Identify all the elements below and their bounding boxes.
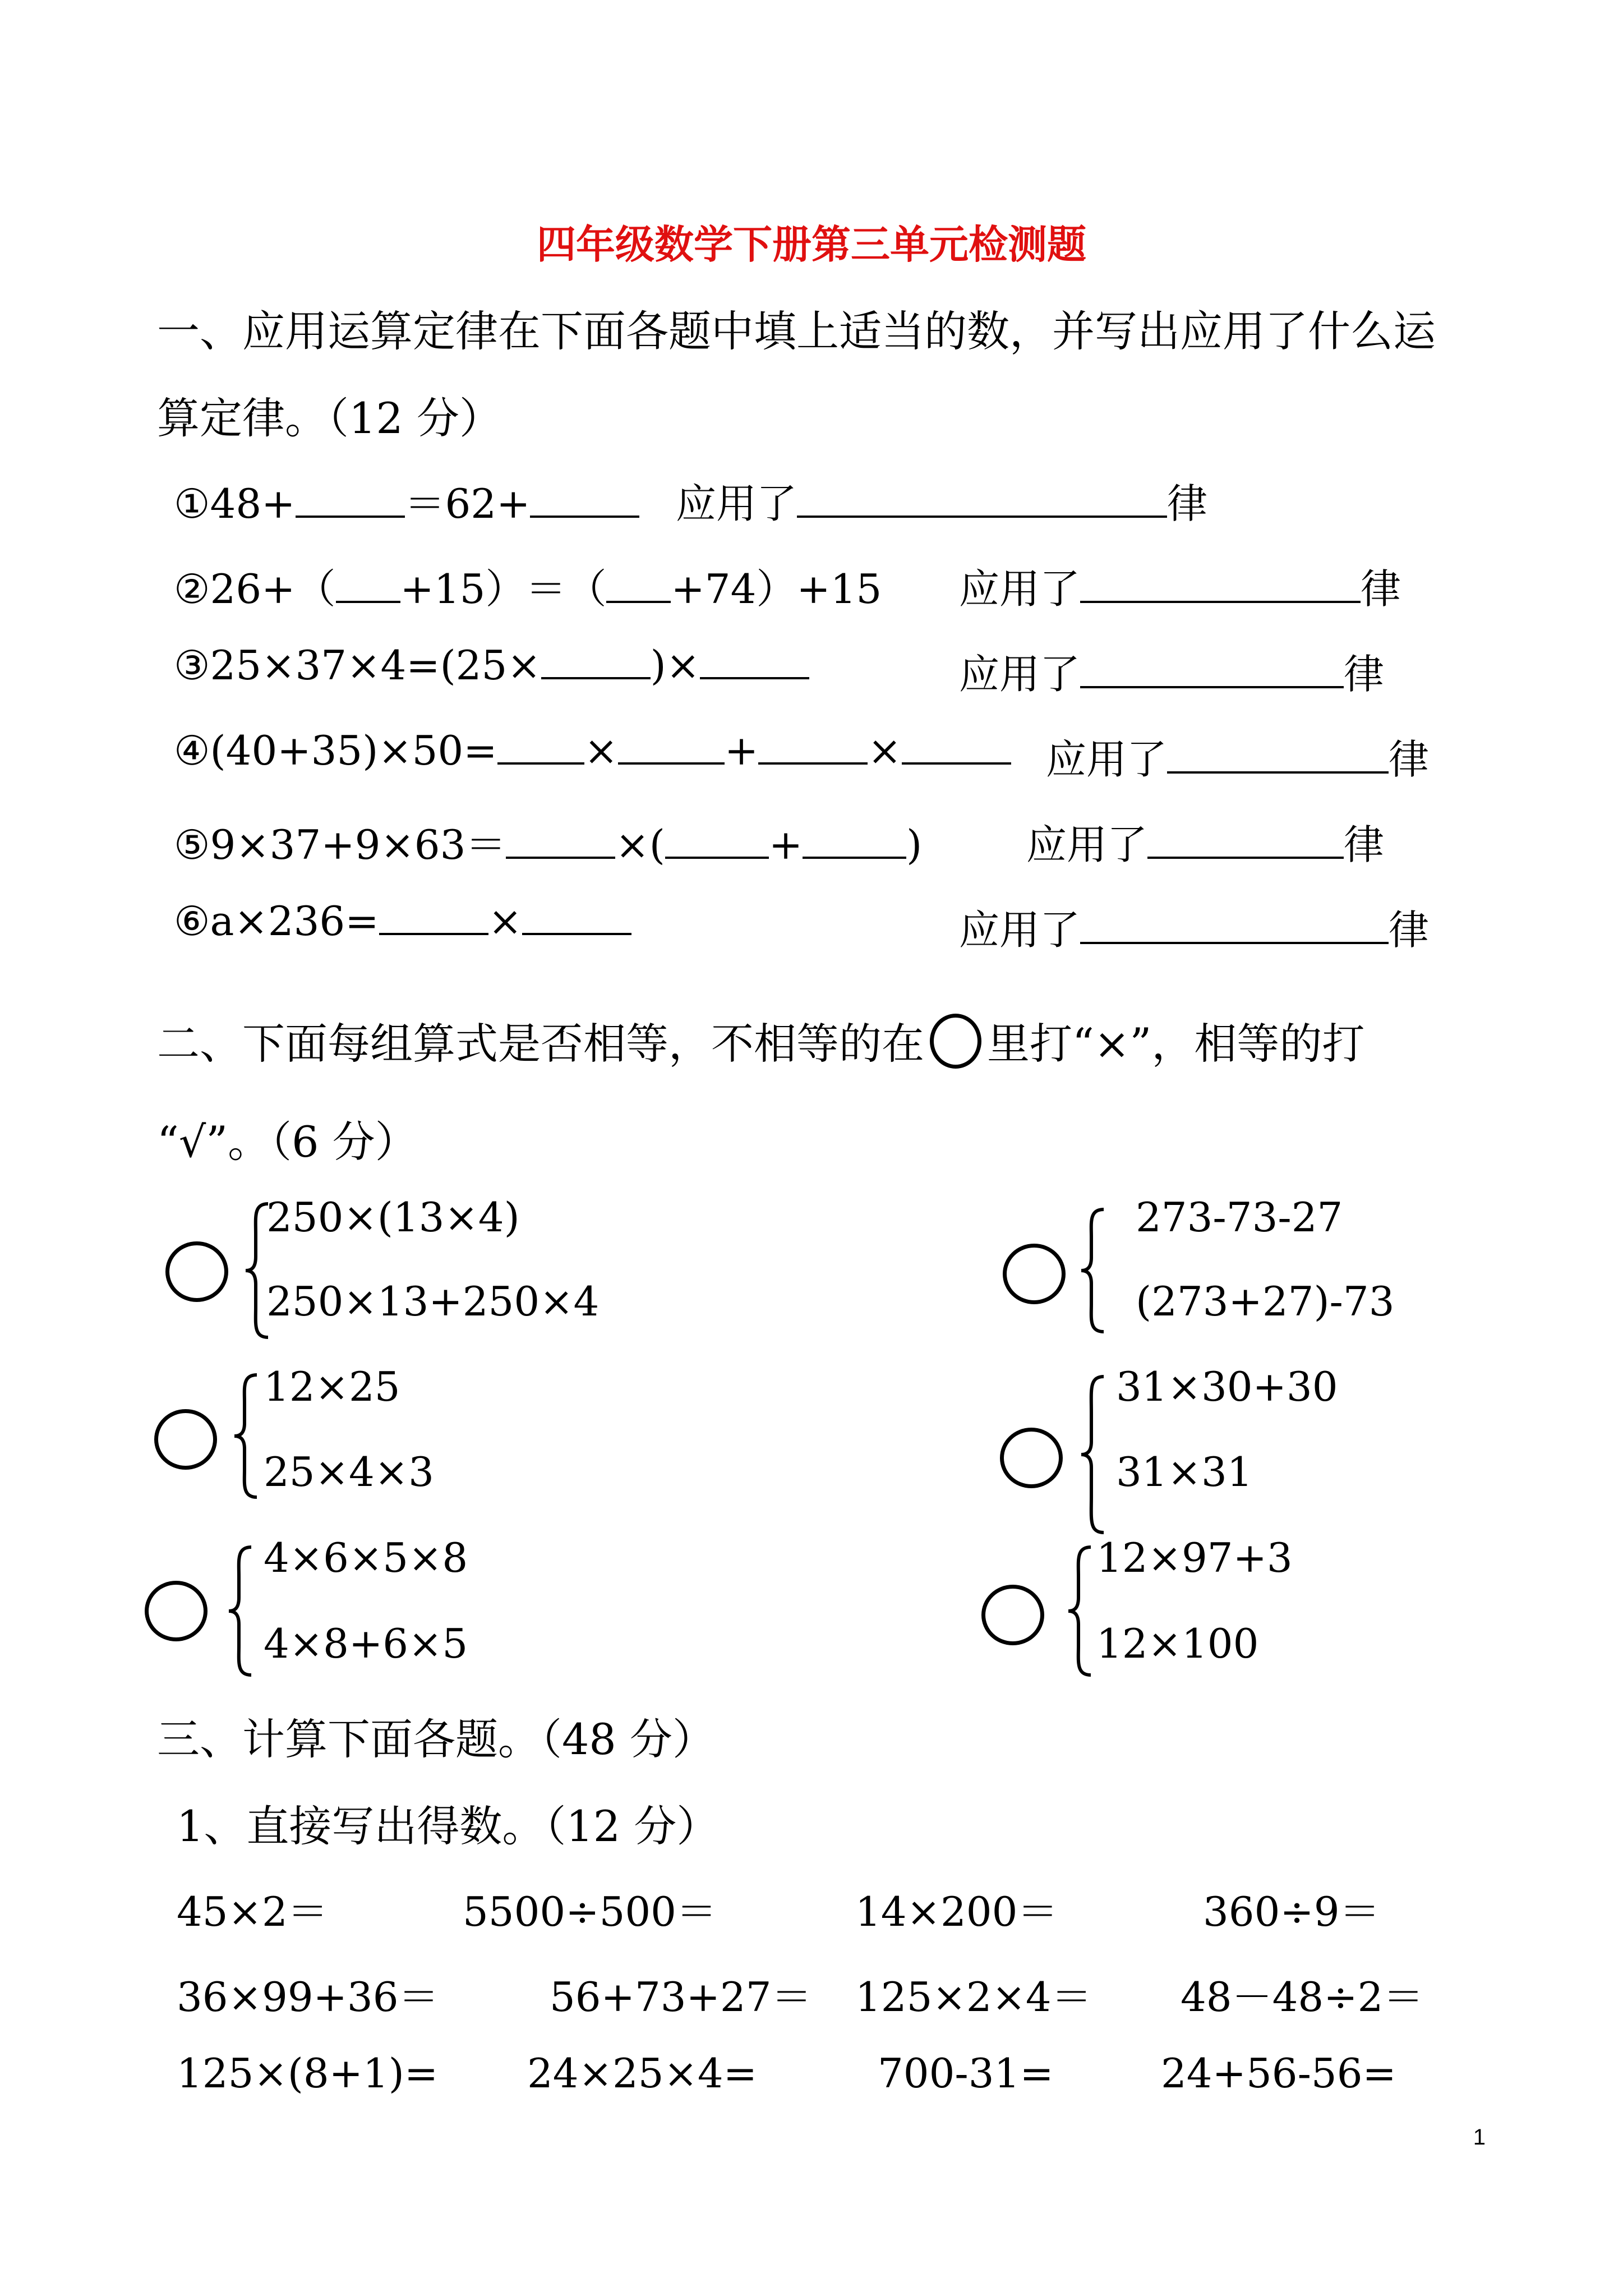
applied-label: 应用了	[959, 907, 1081, 954]
group-6-bottom: 12×100	[1096, 1620, 1259, 1667]
law-blank[interactable]	[1080, 566, 1361, 603]
answer-blank[interactable]	[506, 822, 615, 859]
item-6-law	[959, 898, 1429, 956]
item-4-num: ④	[174, 727, 210, 774]
item-5-equation	[174, 812, 922, 871]
item-6-part: ×	[488, 898, 522, 945]
calc-item: 360÷9＝	[1203, 1888, 1380, 1935]
calc-item: 5500÷500＝	[463, 1888, 717, 1935]
item-4-part: (40+35)×50=	[210, 727, 497, 774]
applied-label: 应用了	[959, 565, 1081, 613]
item-4-part: ×	[868, 727, 902, 774]
item-3-equation	[174, 642, 809, 689]
answer-circle[interactable]	[981, 1585, 1044, 1645]
group-4-top: 31×30+30	[1116, 1363, 1338, 1410]
item-4-law	[1046, 727, 1429, 785]
calc-item: 48－48÷2＝	[1181, 1973, 1424, 2021]
law-blank[interactable]	[1167, 737, 1389, 774]
calc-item: 24+56-56=	[1161, 2050, 1396, 2097]
group-6-top: 12×97+3	[1096, 1534, 1293, 1581]
item-3-num: ③	[174, 642, 210, 689]
item-4-part: +	[724, 727, 759, 774]
group-1-bottom: 250×13+250×4	[266, 1278, 600, 1325]
answer-blank[interactable]	[497, 728, 584, 765]
group-1-top: 250×(13×4)	[266, 1194, 520, 1241]
law-suffix: 律	[1389, 907, 1430, 954]
law-suffix: 律	[1361, 565, 1401, 613]
answer-blank[interactable]	[541, 642, 651, 679]
answer-blank[interactable]	[700, 642, 809, 679]
answer-circle[interactable]	[154, 1409, 217, 1470]
item-5-part: +	[768, 821, 803, 868]
law-blank[interactable]	[1147, 822, 1344, 859]
answer-blank[interactable]	[296, 481, 405, 518]
calc-item: 125×2×4＝	[855, 1973, 1092, 2021]
item-1-equation	[174, 471, 639, 530]
answer-blank[interactable]	[665, 822, 769, 859]
answer-blank[interactable]	[336, 566, 400, 603]
applied-label: 应用了	[676, 480, 797, 527]
item-4-equation	[174, 727, 1011, 774]
law-suffix: 律	[1344, 651, 1385, 698]
section2-heading-part2: 里打“×”，相等的打	[987, 1019, 1365, 1069]
item-2-part: +15）＝（	[400, 565, 607, 613]
brace-icon	[223, 1544, 257, 1678]
section3-heading: 三、计算下面各题。（48 分）	[157, 1714, 715, 1764]
answer-blank[interactable]	[379, 898, 488, 935]
item-5-part: )	[906, 821, 923, 868]
item-2-equation	[174, 556, 882, 615]
answer-circle[interactable]	[165, 1241, 228, 1302]
brace-icon	[1076, 1373, 1109, 1536]
item-5-part: ×(	[615, 821, 665, 868]
answer-blank[interactable]	[606, 566, 671, 603]
brace-icon	[1076, 1206, 1109, 1335]
item-5-law	[1026, 812, 1384, 871]
item-2-part: 26+（	[210, 565, 336, 613]
section1-heading-line1: 一、应用运算定律在下面各题中填上适当的数，并写出应用了什么运	[157, 306, 1436, 356]
brace-icon	[229, 1372, 262, 1501]
item-2-part: +74）+15	[671, 565, 882, 613]
answer-circle[interactable]	[1003, 1244, 1066, 1304]
group-5-top: 4×6×5×8	[264, 1534, 468, 1581]
brace-icon	[1063, 1544, 1096, 1678]
group-4-bottom: 31×31	[1116, 1448, 1253, 1496]
item-6-num: ⑥	[174, 898, 210, 945]
law-blank[interactable]	[1080, 651, 1344, 688]
applied-label: 应用了	[1026, 821, 1148, 868]
item-3-law	[959, 642, 1384, 700]
calc-item: 36×99+36＝	[177, 1973, 439, 2021]
item-5-num: ⑤	[174, 821, 210, 868]
section2-heading-line2: “√”。（6 分）	[157, 1117, 418, 1167]
calc-item: 125×(8+1)=	[177, 2050, 439, 2097]
item-1-part: 48+	[210, 480, 296, 527]
calc-item: 700-31=	[878, 2050, 1054, 2097]
applied-label: 应用了	[1046, 736, 1168, 783]
answer-blank[interactable]	[758, 728, 868, 765]
section1-heading-line2: 算定律。（12 分）	[157, 393, 502, 443]
calc-item: 45×2＝	[177, 1888, 328, 1935]
law-suffix: 律	[1344, 821, 1385, 868]
answer-blank[interactable]	[803, 822, 906, 859]
group-2-bottom: (273+27)-73	[1136, 1278, 1395, 1325]
section3-subheading: 1、直接写出得数。（12 分）	[177, 1801, 720, 1851]
item-1-part: ＝62+	[404, 480, 531, 527]
item-4-part: ×	[584, 727, 618, 774]
item-2-num: ②	[174, 565, 210, 613]
calc-item: 14×200＝	[855, 1888, 1058, 1935]
law-blank[interactable]	[797, 481, 1167, 518]
law-suffix: 律	[1389, 736, 1430, 783]
item-1-law	[676, 471, 1207, 530]
calc-item: 24×25×4=	[527, 2050, 758, 2097]
answer-blank[interactable]	[530, 481, 639, 518]
answer-blank[interactable]	[522, 898, 631, 935]
item-3-part: 25×37×4=(25×	[210, 642, 541, 689]
item-2-law	[959, 556, 1401, 615]
group-3-bottom: 25×4×3	[264, 1448, 434, 1496]
answer-blank[interactable]	[902, 728, 1011, 765]
section2-heading-part1: 二、下面每组算式是否相等，不相等的在	[157, 1019, 924, 1069]
law-suffix: 律	[1167, 480, 1208, 527]
item-5-part: 9×37+9×63＝	[210, 821, 506, 868]
group-5-bottom: 4×8+6×5	[264, 1620, 468, 1667]
item-3-part: )×	[650, 642, 700, 689]
section2-heading-line1	[157, 1010, 1364, 1071]
calc-item: 56+73+27＝	[550, 1973, 812, 2021]
page-title: 四年级数学下册第三单元检测题	[537, 222, 1086, 268]
answer-circle[interactable]	[1000, 1428, 1063, 1488]
item-1-num: ①	[174, 480, 210, 527]
group-3-top: 12×25	[264, 1363, 400, 1410]
answer-circle[interactable]	[145, 1581, 208, 1641]
page-number: 1	[1473, 2125, 1486, 2150]
law-blank[interactable]	[1080, 907, 1389, 944]
group-2-top: 273-73-27	[1136, 1194, 1343, 1241]
item-6-part: a×236=	[210, 898, 379, 945]
heading-circle-icon	[930, 1014, 981, 1069]
applied-label: 应用了	[959, 651, 1081, 698]
answer-blank[interactable]	[618, 728, 725, 765]
item-6-equation	[174, 898, 631, 945]
